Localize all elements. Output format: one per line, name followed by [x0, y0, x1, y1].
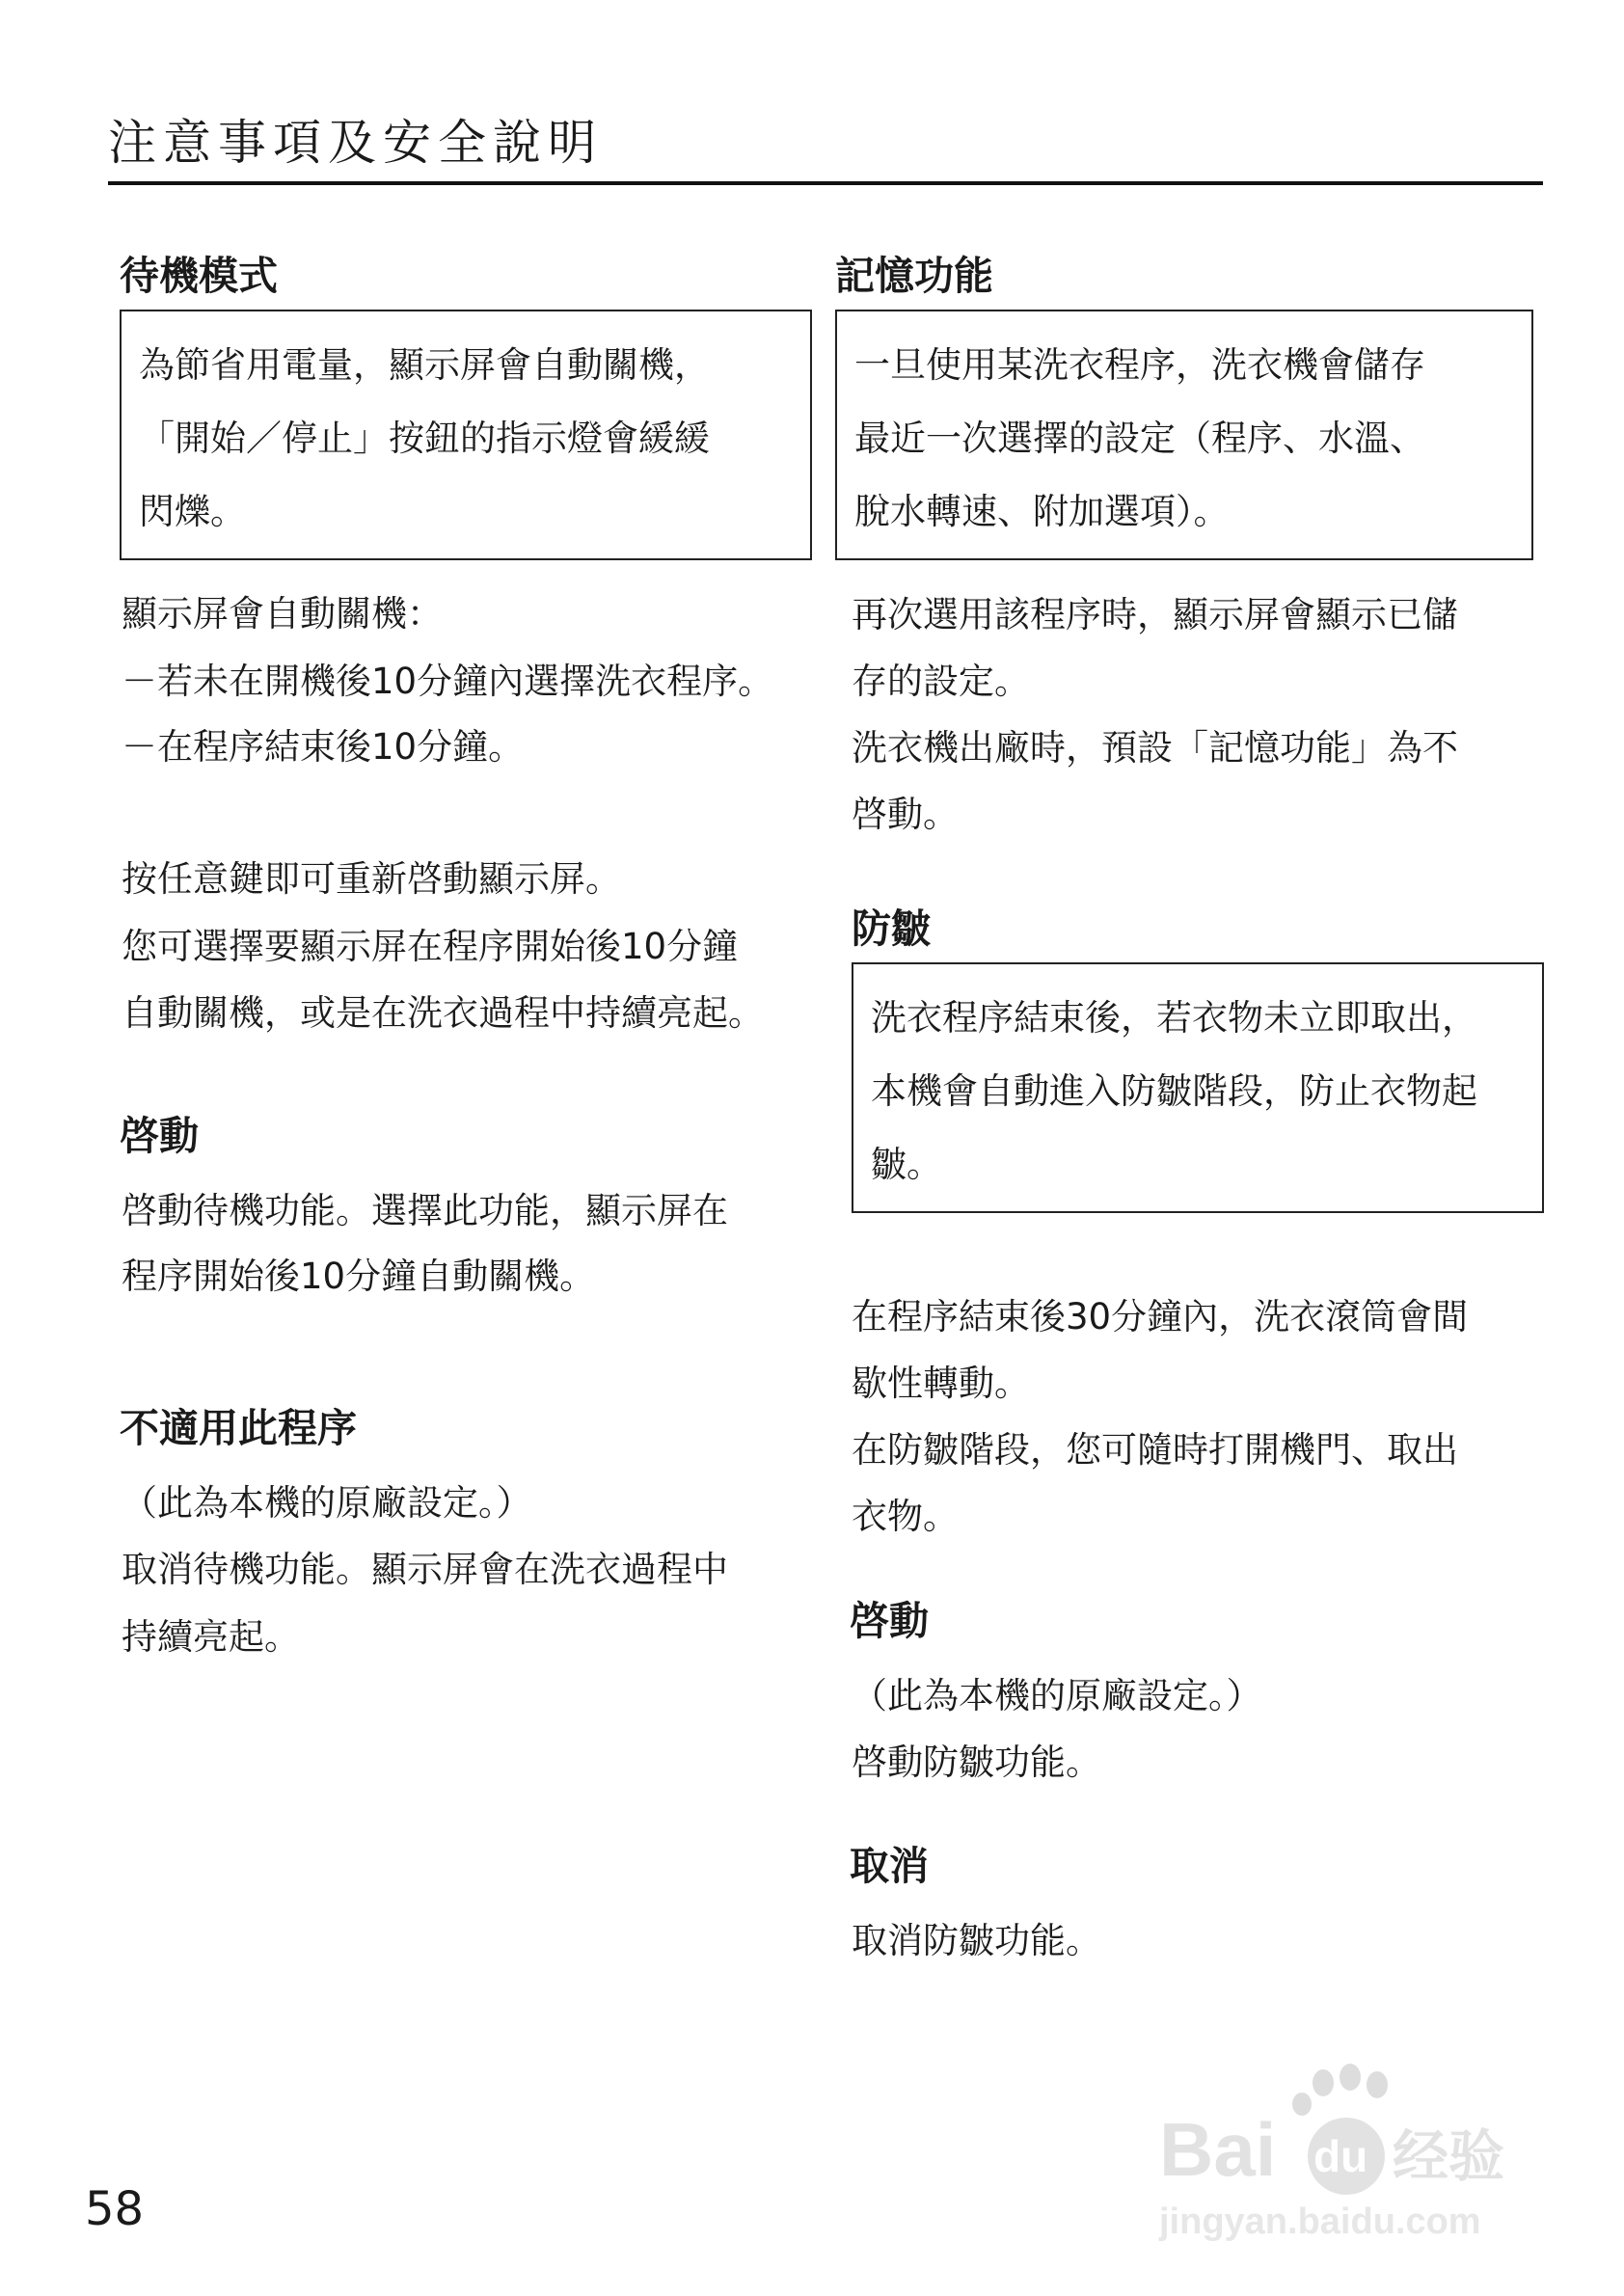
auto-off-item: －在程序結束後10分鐘。 — [122, 726, 525, 768]
memory-box-line: 脫水轉速、附加選項）。 — [854, 491, 1230, 532]
restart-line: 您可選擇要顯示屏在程序開始後10分鐘 — [122, 926, 739, 967]
restart-line: 自動關機，或是在洗衣過程中持續亮起。 — [122, 992, 764, 1034]
watermark-url: jingyan.baidu.com — [1159, 2201, 1481, 2242]
standby-enable-heading: 啓動 — [120, 1113, 199, 1159]
title-rule — [108, 181, 1543, 185]
cancel-line: 取消防皺功能。 — [852, 1920, 1101, 1961]
anti-crease-heading: 防皺 — [852, 905, 931, 952]
memory-line: 再次選用該程序時，顯示屏會顯示已儲 — [852, 594, 1458, 635]
not-applicable-line: 持續亮起。 — [122, 1616, 300, 1658]
standby-box — [120, 310, 812, 560]
anti-crease-enable-line: 啓動防皺功能。 — [852, 1742, 1101, 1783]
memory-box-line: 最近一次選擇的設定（程序、水溫、 — [854, 418, 1425, 459]
anti-crease-box-line: 皺。 — [871, 1144, 942, 1185]
not-applicable-line: （此為本機的原廠設定。） — [122, 1482, 532, 1524]
anti-crease-enable-heading: 啓動 — [850, 1598, 929, 1644]
memory-box — [835, 310, 1533, 560]
standby-enable-line: 程序開始後10分鐘自動關機。 — [122, 1256, 596, 1297]
standby-enable-line: 啓動待機功能。選擇此功能，顯示屏在 — [122, 1190, 728, 1231]
cancel-heading: 取消 — [850, 1843, 929, 1889]
anti-crease-line: 衣物。 — [852, 1496, 959, 1537]
anti-crease-enable-line: （此為本機的原廠設定。） — [852, 1675, 1262, 1716]
watermark-brand: Bai — [1159, 2107, 1277, 2192]
anti-crease-line: 在防皺階段，您可隨時打開機門、取出 — [852, 1429, 1458, 1471]
anti-crease-line: 在程序結束後30分鐘內，洗衣滾筒會間 — [852, 1296, 1469, 1337]
auto-off-intro: 顯示屏會自動關機： — [122, 593, 443, 635]
baidu-watermark — [1153, 2064, 1539, 2247]
paw-logo-icon — [1153, 2064, 1539, 2247]
anti-crease-line: 歇性轉動。 — [852, 1363, 1030, 1404]
restart-line: 按任意鍵即可重新啓動顯示屏。 — [122, 858, 621, 900]
not-applicable-line: 取消待機功能。顯示屏會在洗衣過程中 — [122, 1549, 728, 1590]
auto-off-item: －若未在開機後10分鐘內選擇洗衣程序。 — [122, 661, 774, 702]
memory-box-line: 一旦使用某洗衣程序，洗衣機會儲存 — [854, 344, 1425, 386]
anti-crease-box-line: 本機會自動進入防皺階段，防止衣物起 — [871, 1070, 1477, 1112]
watermark-brand2: du — [1313, 2131, 1368, 2181]
standby-box-line: 為節省用電量，顯示屏會自動關機， — [139, 344, 710, 386]
memory-line: 存的設定。 — [852, 661, 1030, 702]
anti-crease-box — [852, 962, 1544, 1213]
standby-heading: 待機模式 — [120, 253, 278, 299]
standby-box-line: 閃爍。 — [139, 491, 246, 532]
watermark-suffix: 经验 — [1393, 2123, 1505, 2189]
memory-line: 洗衣機出廠時，預設「記憶功能」為不 — [852, 727, 1458, 769]
not-applicable-heading: 不適用此程序 — [120, 1405, 357, 1451]
memory-heading: 記憶功能 — [835, 253, 993, 299]
memory-line: 啓動。 — [852, 794, 959, 835]
page-number: 58 — [85, 2182, 145, 2236]
anti-crease-box-line: 洗衣程序結束後，若衣物未立即取出， — [871, 997, 1477, 1039]
standby-box-line: 「開始／停止」按鈕的指示燈會緩緩 — [139, 418, 710, 459]
page-title: 注意事項及安全說明 — [108, 115, 603, 171]
